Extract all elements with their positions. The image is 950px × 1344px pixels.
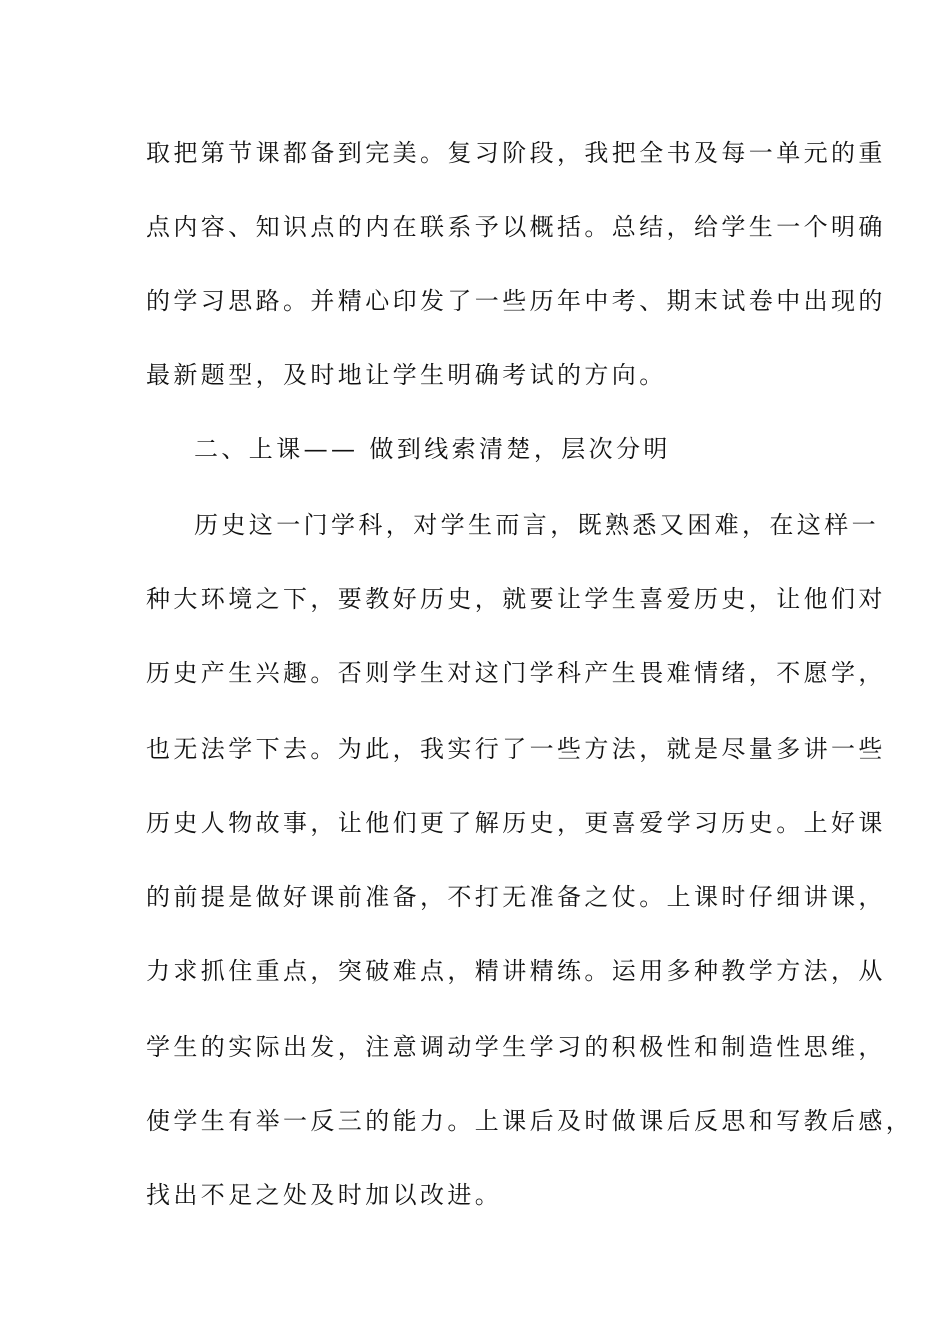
paragraph-line: 找出不足之处及时加以改进。 [146,1181,503,1209]
paragraph-line: 使学生有举一反三的能力。上课后及时做课后反思和写教后感， [146,1107,914,1135]
paragraph-line: 最新题型，及时地让学生明确考试的方向。 [146,361,667,389]
paragraph-line: 也无法学下去。为此，我实行了一些方法，就是尽量多讲一些 [146,735,886,763]
section-heading: 二、上课—— 做到线索清楚，层次分明 [194,435,671,463]
paragraph-line: 的前提是做好课前准备，不打无准备之仗。上课时仔细讲课， [146,883,886,911]
paragraph-line: 取把第节课都备到完美。复习阶段，我把全书及每一单元的重 [146,139,886,167]
paragraph-line: 点内容、知识点的内在联系予以概括。总结，给学生一个明确 [146,213,886,241]
paragraph-line: 学生的实际出发，注意调动学生学习的积极性和制造性思维， [146,1033,886,1061]
paragraph-line: 力求抓住重点，突破难点，精讲精练。运用多种教学方法，从 [146,957,886,985]
paragraph-line: 历史这一门学科，对学生而言，既熟悉又困难，在这样一 [194,511,879,539]
paragraph-line: 的学习思路。并精心印发了一些历年中考、期末试卷中出现的 [146,287,886,315]
paragraph-line: 种大环境之下，要教好历史，就要让学生喜爱历史，让他们对 [146,585,886,613]
paragraph-line: 历史人物故事，让他们更了解历史，更喜爱学习历史。上好课 [146,809,886,837]
paragraph-line: 历史产生兴趣。否则学生对这门学科产生畏难情绪，不愿学， [146,659,886,687]
